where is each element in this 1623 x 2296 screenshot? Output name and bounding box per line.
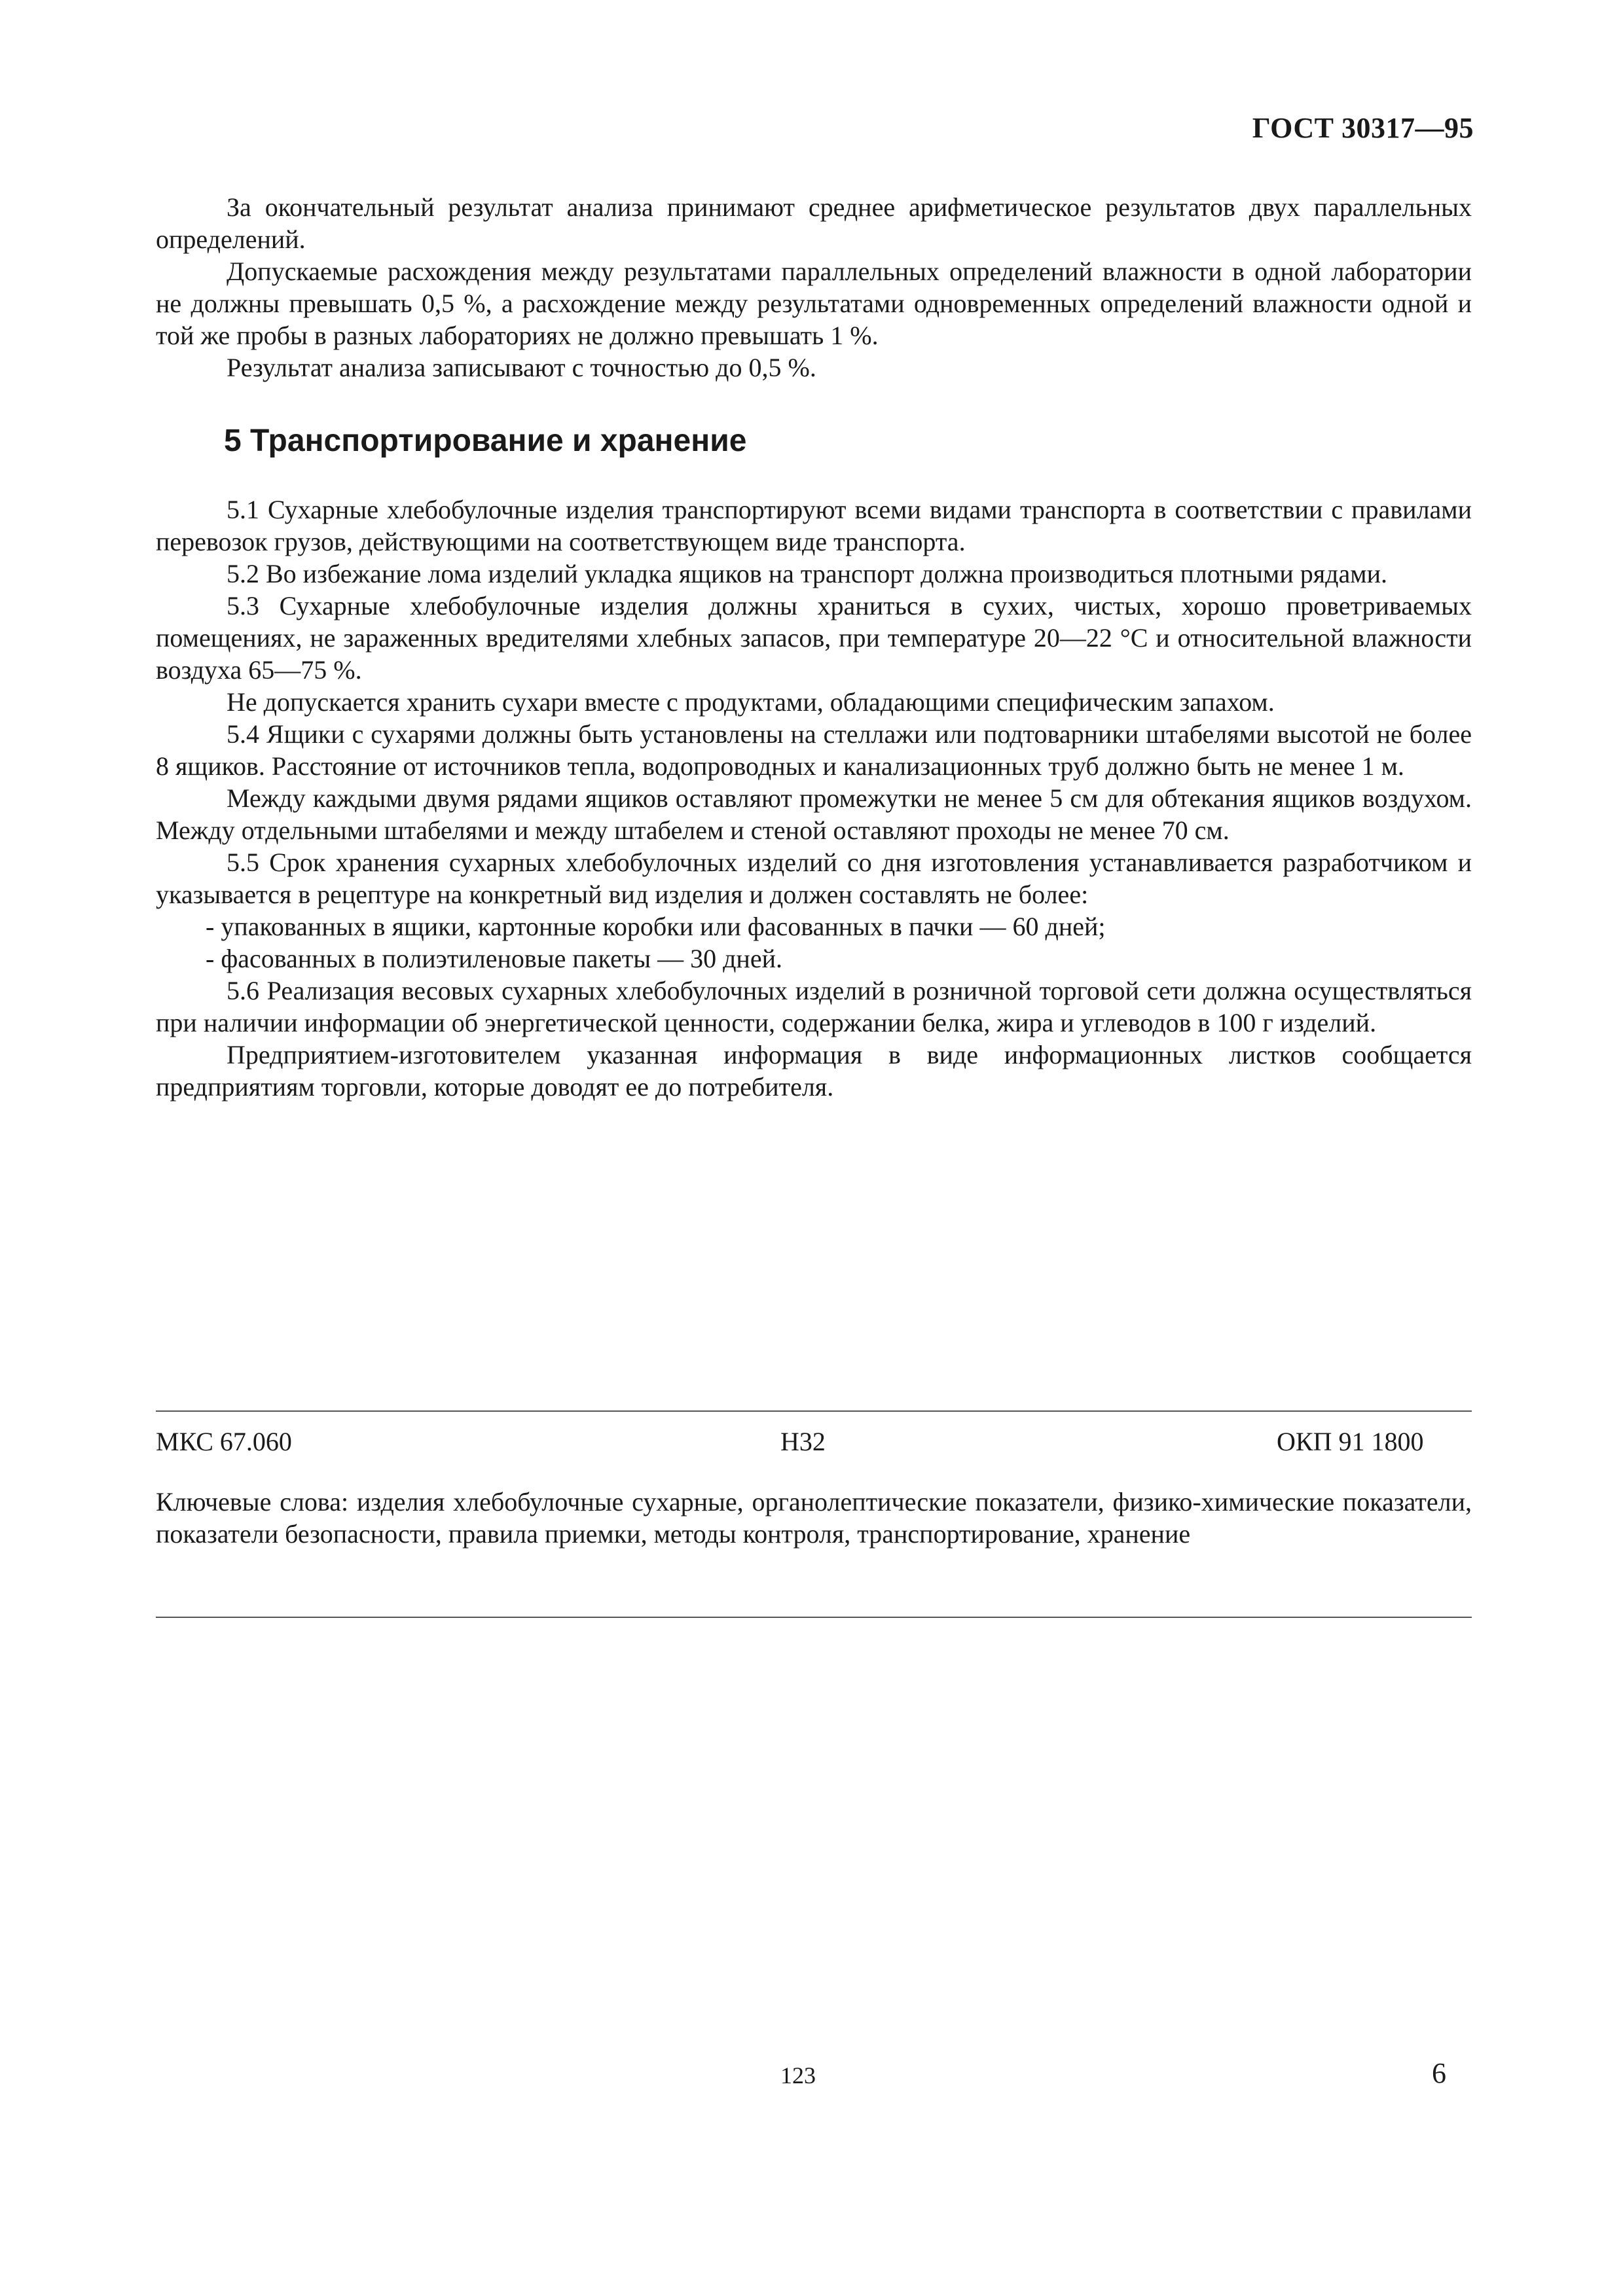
clause-5-3-note: Не допускается хранить сухари вместе с продуктами, обладающими специфическим запахом. [227,687,1275,717]
paragraph-tolerances: Допускаемые расхождения между результатами параллельных определений влажности в одной лаборатории не должны превышать 0,5 %, а расхождение между результатами одновременных определений влажности одной и той же пробы в разных лабораториях не должно превышать 1 %. [156,257,1472,350]
list-item: - упакованных в ящики, картонные коробки или фасованных в пачки — 60 дней; [206,912,1106,941]
section-heading: 5 Транспортирование и хранение [224,423,747,458]
document-body [156,191,1472,1103]
clause-5-1: 5.1 Сухарные хлебобулочные изделия транспортируют всеми видами транспорта в соответствии с правилами перевозок грузов, действующими на соответствующем виде транспорта. [156,495,1472,556]
divider [156,1617,1472,1618]
keywords: Ключевые слова: изделия хлебобулочные сухарные, органолептические показатели, физико-химические показатели, показатели безопасности, правила приемки, методы контроля, транспортирование, хранение [156,1487,1472,1549]
clause-5-2: 5.2 Во избежание лома изделий укладка ящиков на транспорт должна производиться плотными рядами. [227,559,1387,588]
okp-code: ОКП 91 1800 [1277,1427,1424,1456]
clause-5-5: 5.5 Срок хранения сухарных хлебобулочных изделий со дня изготовления устанавливается разработчиком и указывается в рецептуре на конкретный вид изделия и должен составлять не более: [156,848,1472,909]
page-number: 123 [780,2062,816,2089]
list-item: - фасованных в полиэтиленовые пакеты — 30 дней. [206,944,782,973]
divider [156,1410,1472,1412]
clause-5-4: 5.4 Ящики с сухарями должны быть установлены на стеллажи или подтоварники штабелями высотой не более 8 ящиков. Расстояние от источников тепла, водопроводных и канализационных труб должно быть не менее 1 м. [156,719,1472,781]
clause-5-6: 5.6 Реализация весовых сухарных хлебобулочных изделий в розничной торговой сети должна осуществляться при наличии информации об энергетической ценности, содержании белка, жира и углеводов в 100 г изделий. [156,976,1472,1037]
clause-5-6-note: Предприятием-изготовителем указанная информация в виде информационных листков сообщается предприятиям торговли, которые доводят ее до потребителя. [156,1040,1472,1102]
sheet-number: 6 [1432,2057,1446,2089]
clause-5-4-note: Между каждыми двумя рядами ящиков оставляют промежутки не менее 5 см для обтекания ящиков воздухом. Между отдельными штабелями и между штабелем и стеной оставляют проходы не менее 70 см. [156,783,1472,845]
group-code: Н32 [780,1427,826,1456]
paragraph-final-result: За окончательный результат анализа принимают среднее арифметическое результатов двух параллельных определений. [156,192,1472,254]
paragraph-accuracy: Результат анализа записывают с точностью до 0,5 %. [227,353,816,382]
standard-code: ГОСТ 30317—95 [1252,112,1474,144]
clause-5-3: 5.3 Сухарные хлебобулочные изделия должны храниться в сухих, чистых, хорошо проветриваемых помещениях, не зараженных вредителями хлебных запасов, при температуре 20—22 °С и относительной влажности воздуха 65—75 %. [156,591,1472,685]
mks-code: МКС 67.060 [156,1427,292,1456]
